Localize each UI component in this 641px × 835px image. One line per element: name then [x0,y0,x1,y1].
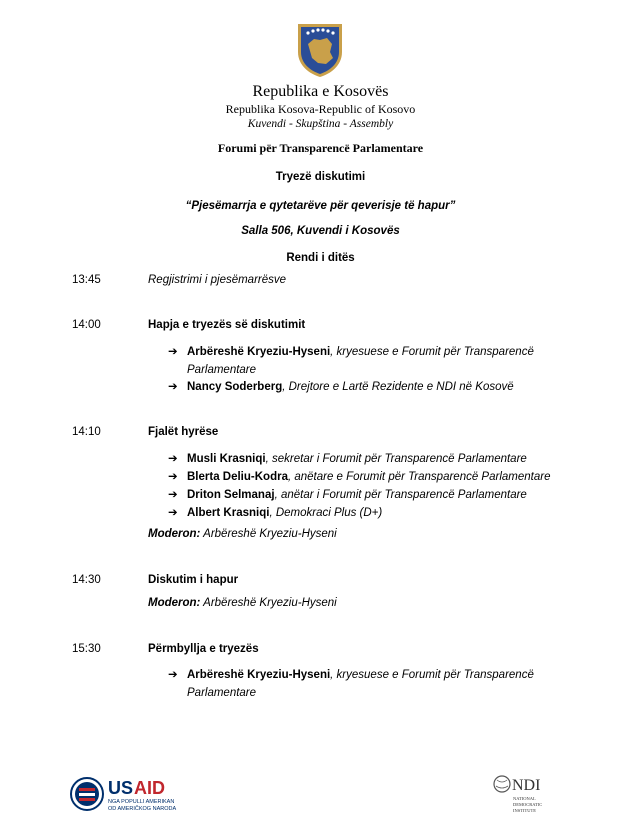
speaker-role: , anëtare e Forumit për Transparencë Parlamentare [287,471,551,483]
arrow-bullet-icon: ➔ [168,507,178,519]
speaker-item [168,468,568,486]
arrow-bullet-icon: ➔ [168,471,178,483]
speaker-name: Driton Selmanaj [187,489,275,501]
speaker-role: , Demokraci Plus (D+) [269,507,383,519]
forum-title: Forumi për Transparencë Parlamentare [217,141,424,155]
speaker-name: Blerta Deliu-Kodra [187,471,288,483]
speaker-role: , kryesuese e Forumit për Transparencë Parlamentare [187,346,534,376]
speaker-role: , kryesuese e Forumit për Transparencë Parlamentare [187,669,534,699]
arrow-bullet-icon: ➔ [168,453,178,465]
arrow-bullet-icon: ➔ [168,489,178,501]
moderator-name: Arbëreshë Kryeziu-Hyseni [200,597,337,609]
moderator-line [148,597,337,609]
speaker-item [168,504,568,522]
speaker-name: Arbëreshë Kryeziu-Hyseni [187,346,331,358]
svg-text:OD AMERIČKOG NARODA: OD AMERIČKOG NARODA [108,806,177,812]
session-time: 15:30 [72,643,101,655]
moderator-name: Arbëreshë Kryeziu-Hyseni [200,528,337,540]
ndi-logo [493,772,555,816]
kosovo-coat-of-arms-icon [296,22,344,78]
svg-text:NDI: NDI [512,777,541,794]
session-title: Përmbyllja e tryezës [148,643,259,655]
speaker-name: Nancy Soderberg [187,381,283,393]
arrow-bullet-icon: ➔ [168,669,178,681]
svg-text:DEMOCRATIC: DEMOCRATIC [513,802,543,807]
usaid-logo [70,774,190,814]
speaker-item [168,450,568,468]
speaker-item [168,486,568,504]
session-time: 14:00 [72,319,101,331]
moderator-label: Moderon: [148,597,201,609]
assembly-name: Kuvendi - Skupština - Assembly [247,118,394,130]
speaker-item [168,343,568,379]
moderator-label: Moderon: [148,528,201,540]
arrow-bullet-icon: ➔ [168,346,178,358]
speaker-item [168,378,568,396]
moderator-line [148,528,337,540]
svg-text:NATIONAL: NATIONAL [513,796,536,801]
speaker-name: Arbëreshë Kryeziu-Hyseni [187,669,331,681]
agenda-title: Rendi i ditës [286,252,355,264]
session-time: 14:30 [72,574,101,586]
session-time: 14:10 [72,426,101,438]
event-type: Tryezë diskutimi [275,171,366,183]
arrow-bullet-icon: ➔ [168,381,178,393]
speaker-role: , sekretar i Forumit për Transparencë Parlamentare [265,453,527,465]
session-time: 13:45 [72,274,101,286]
republic-name: Republika e Kosovës [252,83,389,100]
session-title: Diskutim i hapur [148,574,239,586]
session-title: Fjalët hyrëse [148,426,219,438]
svg-text:NGA POPULLI AMERIKAN: NGA POPULLI AMERIKAN [108,799,175,805]
speaker-role: , anëtar i Forumit për Transparencë Parlamentare [274,489,527,501]
speaker-item [168,666,568,702]
event-venue: Salla 506, Kuvendi i Kosovës [241,225,400,237]
republic-name-translations: Republika Kosova-Republic of Kosovo [225,102,416,116]
event-title: “Pjesëmarrja e qytetarëve për qeverisje të hapur” [185,200,456,212]
speaker-role: , Drejtore e Lartë Rezidente e NDI në Kosovë [282,381,514,393]
session-title: Regjistrimi i pjesëmarrësve [148,274,287,286]
svg-text:INSTITUTE: INSTITUTE [513,808,536,813]
svg-text:US: US [108,778,134,798]
svg-text:AID: AID [134,778,165,798]
session-title: Hapja e tryezës së diskutimit [148,319,306,331]
speaker-name: Musli Krasniqi [187,453,266,465]
speaker-name: Albert Krasniqi [187,507,270,519]
